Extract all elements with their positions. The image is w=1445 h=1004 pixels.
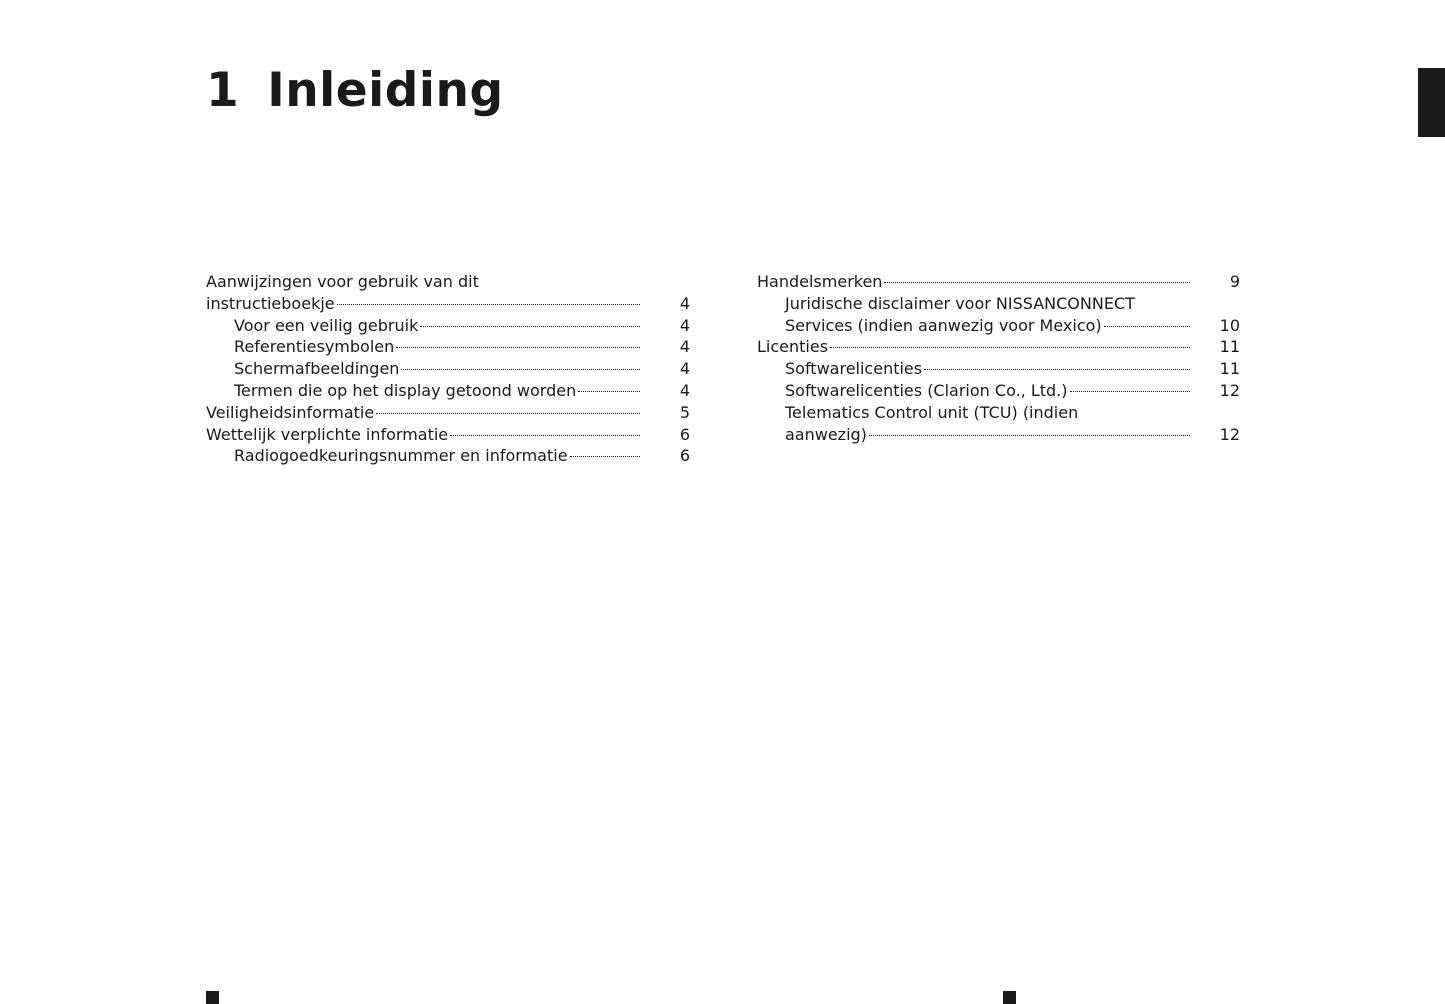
toc-entry-softwarelicenties[interactable] xyxy=(757,358,1240,380)
toc-entry-line1: Juridische disclaimer voor NISSANCONNECT xyxy=(785,293,1135,313)
toc-entry-label: Veiligheidsinformatie xyxy=(206,402,375,422)
toc-page-number: 6 xyxy=(679,424,690,444)
toc-page-number: 6 xyxy=(679,446,690,466)
dot-leader xyxy=(401,369,640,370)
toc-entry-aanwijzingen[interactable] xyxy=(206,271,690,315)
toc-entry-referentiesymbolen[interactable] xyxy=(206,336,690,358)
toc-entry-label: Voor een veilig gebruik xyxy=(234,315,419,335)
toc-entry-label: instructieboekje xyxy=(206,293,335,313)
dot-leader xyxy=(420,326,640,327)
toc-entry-label: Softwarelicenties (Clarion Co., Ltd.) xyxy=(785,380,1068,400)
toc-page-number: 4 xyxy=(679,380,690,400)
toc-page-number: 11 xyxy=(1219,337,1240,357)
dot-leader xyxy=(396,347,640,348)
toc-entry-veilig-gebruik[interactable] xyxy=(206,315,690,337)
dot-leader xyxy=(450,435,640,436)
toc-page-number: 5 xyxy=(679,402,690,422)
toc-page-number: 11 xyxy=(1219,359,1240,379)
dot-leader xyxy=(884,282,1190,283)
toc-page-number: 4 xyxy=(679,315,690,335)
toc-entry-label: Schermafbeeldingen xyxy=(234,359,400,379)
dot-leader xyxy=(924,369,1190,370)
crop-mark-left xyxy=(206,991,219,1004)
dot-leader xyxy=(337,304,640,305)
dot-leader xyxy=(570,456,640,457)
toc-page-number: 12 xyxy=(1219,424,1240,444)
dot-leader xyxy=(1104,326,1190,327)
toc-page-number: 10 xyxy=(1219,315,1240,335)
toc-right-column xyxy=(757,271,1240,445)
toc-page-number: 4 xyxy=(679,337,690,357)
chapter-thumb-tab xyxy=(1418,68,1445,137)
toc-entry-label: aanwezig) xyxy=(785,424,867,444)
toc-entry-juridische-disclaimer[interactable] xyxy=(757,293,1240,337)
crop-mark-right xyxy=(1003,991,1016,1004)
toc-entry-veiligheidsinformatie[interactable] xyxy=(206,402,690,424)
toc-entry-softwarelicenties-clarion[interactable] xyxy=(757,380,1240,402)
toc-entry-line1: Aanwijzingen voor gebruik van dit xyxy=(206,272,479,291)
toc-entry-line1: Telematics Control unit (TCU) (indien xyxy=(785,402,1079,422)
dot-leader xyxy=(376,413,640,414)
toc-entry-wettelijk-verplichte-informatie[interactable] xyxy=(206,424,690,446)
toc-entry-licenties[interactable] xyxy=(757,336,1240,358)
toc-entry-termen-display[interactable] xyxy=(206,380,690,402)
chapter-number: 1 xyxy=(206,63,240,118)
toc-entry-label: Licenties xyxy=(757,337,829,357)
toc-page-number: 4 xyxy=(679,293,690,313)
toc-page-number: 12 xyxy=(1219,380,1240,400)
dot-leader xyxy=(1070,391,1191,392)
toc-entry-telematics-control-unit[interactable] xyxy=(757,402,1240,446)
toc-page-number: 9 xyxy=(1229,272,1240,291)
chapter-title-text: Inleiding xyxy=(267,63,504,118)
dot-leader xyxy=(578,391,640,392)
toc-entry-label: Wettelijk verplichte informatie xyxy=(206,424,449,444)
toc-entry-label: Softwarelicenties xyxy=(785,359,923,379)
toc-page-number: 4 xyxy=(679,359,690,379)
toc-entry-label: Referentiesymbolen xyxy=(234,337,395,357)
toc-entry-radiogoedkeuringsnummer[interactable] xyxy=(206,445,690,467)
toc-entry-schermafbeeldingen[interactable] xyxy=(206,358,690,380)
toc-entry-label: Radiogoedkeuringsnummer en informatie xyxy=(234,446,568,466)
chapter-title xyxy=(206,62,504,120)
toc-left-column xyxy=(206,271,690,467)
dot-leader xyxy=(869,435,1190,436)
toc-entry-handelsmerken[interactable] xyxy=(757,271,1240,293)
toc-entry-label: Handelsmerken xyxy=(757,272,883,291)
toc-entry-label: Termen die op het display getoond worden xyxy=(234,380,577,400)
toc-entry-label: Services (indien aanwezig voor Mexico) xyxy=(785,315,1102,335)
dot-leader xyxy=(830,347,1190,348)
